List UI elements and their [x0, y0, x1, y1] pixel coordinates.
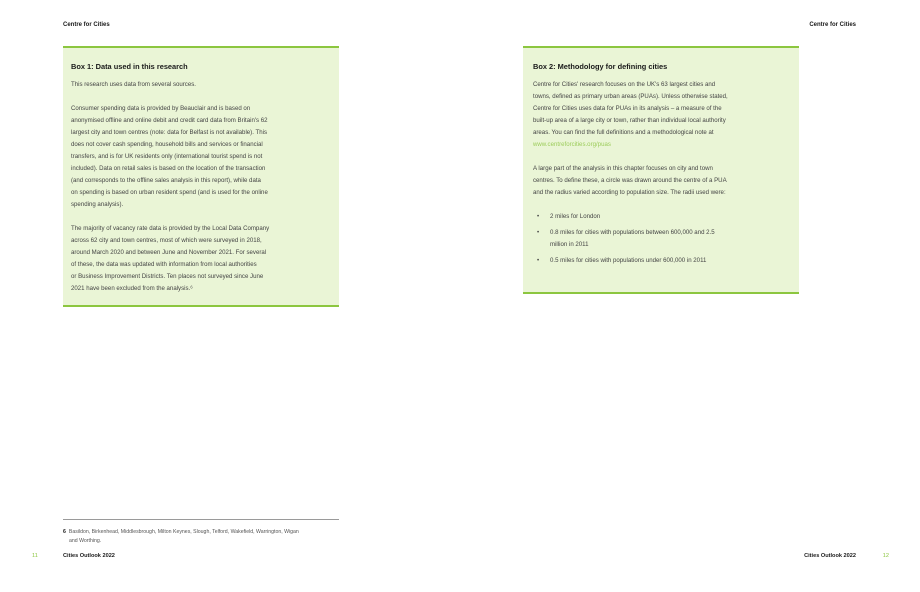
running-header-left: Centre for Cities: [63, 22, 110, 28]
running-header-right: Centre for Cities: [809, 22, 856, 28]
page-number-left: 11: [32, 553, 38, 559]
bullet-icon: •: [537, 257, 540, 264]
footnote-divider: [63, 519, 339, 520]
bullet-icon: •: [537, 213, 540, 220]
box-methodology: [523, 46, 799, 294]
box1-vacancy-rate: The majority of vacancy rate data is provided by the Local Data Company across 62 city and town centres, most of which were surveyed in 2018, around March 2020 and between June and November 2021. For several of these, the data was updated with information from local authorities or Business Improvement Districts. Ten places not surveyed since June 2021 have been excluded from the analysis.⁶: [71, 225, 270, 292]
page-number-right: 12: [882, 553, 889, 559]
radii-list: [533, 211, 789, 267]
footnote-text-line1: Basildon, Birkenhead, Middlesbrough, Milton Keynes, Slough, Telford, Wakefield, Warrington, Wigan: [68, 529, 299, 535]
box2-title: Box 2: Methodology for defining cities: [533, 62, 668, 71]
footnote-6: [63, 528, 335, 546]
radius-item-small-cities: [533, 255, 789, 267]
box1-intro: This research uses data from several sources.: [71, 81, 196, 88]
box1-title: Box 1: Data used in this research: [71, 62, 188, 71]
footnote-text-line2: and Worthing.: [69, 538, 102, 544]
radius-item-large-cities: [533, 227, 789, 251]
box2-puas-text: Centre for Cities' research focuses on the UK's 63 largest cities and towns, defined as primary urban areas (PUAs). Unless otherwise stated, Centre for Cities uses data for PUAs in its analysis – a measure of the built-up area of a large city or town, rather than individual local authority areas. You can find the full definitions and a methodological note at: [533, 81, 728, 136]
box2-radius-paragraph: A large part of the analysis in this chapter focuses on city and town centres. To define these, a circle was drawn around the centre of a PUA and the radius varied according to population size. The radii used were:: [533, 165, 727, 196]
box2-puas-paragraph: [533, 79, 789, 151]
footnote-number: 6: [63, 529, 66, 535]
box-data-sources: [63, 46, 339, 307]
publication-title-left: Cities Outlook 2022: [63, 553, 115, 559]
publication-title-right: Cities Outlook 2022: [804, 553, 856, 559]
box1-consumer-spending: Consumer spending data is provided by Beauclair and is based on anonymised offline and online debit and credit card data from Britain's 62 largest city and town centres (note: data for Belfast is not available). This does not cover cash spending, household bills and services or financial transfers, and is for UK residents only (international tourist spend is not included). Data on retail sales is based on the location of the transaction (and corresponds to the offline sales analysis in this report), while data on spending is based on urban resident spend (and is used for the online spending analysis).: [71, 105, 268, 208]
radius-item-text: 2 miles for London: [550, 213, 601, 220]
bullet-icon: •: [537, 229, 540, 236]
radius-item-london: [533, 211, 789, 223]
puas-link[interactable]: www.centreforcities.org/puas: [533, 141, 611, 148]
radius-item-text: 0.8 miles for cities with populations between 600,000 and 2.5 million in 2011: [550, 229, 715, 248]
radius-item-text: 0.5 miles for cities with populations under 600,000 in 2011: [550, 257, 707, 264]
